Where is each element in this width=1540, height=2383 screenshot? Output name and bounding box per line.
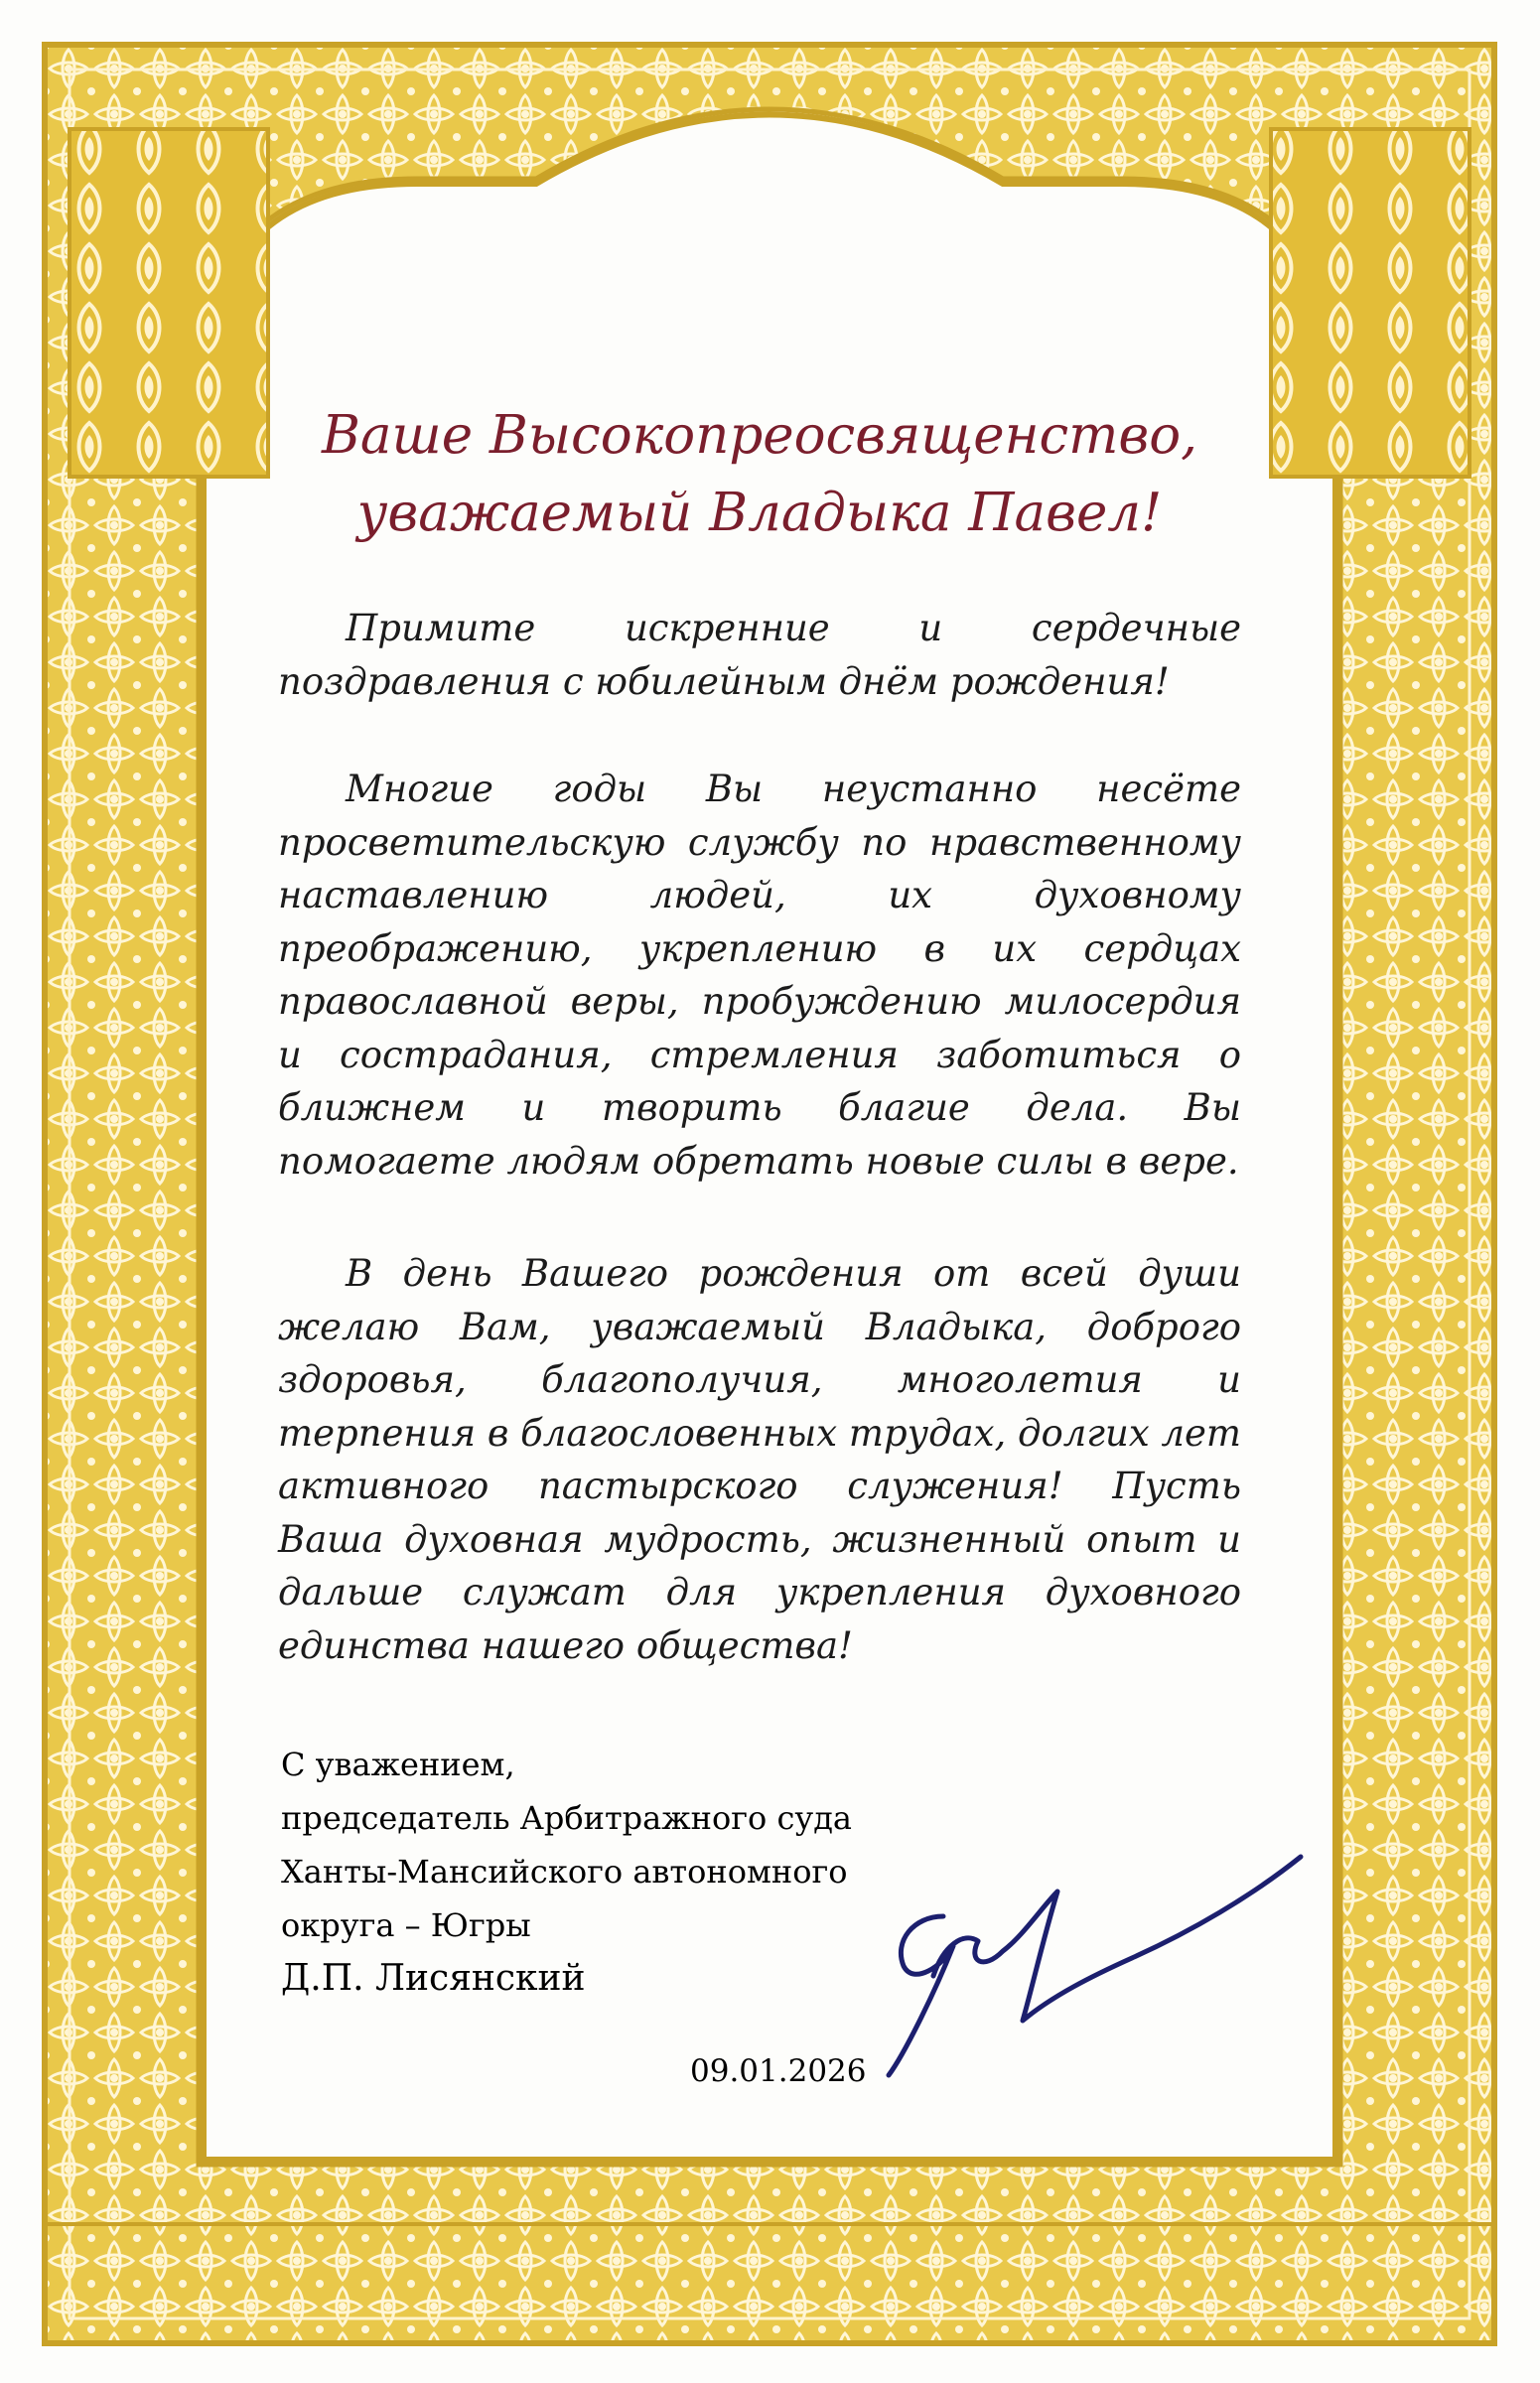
closing-title-line-2: Ханты-Мансийского автономного (281, 1853, 848, 1891)
paragraph-wishes: В день Вашего рождения от всей души желаю Вам, уважаемый Владыка, доброго здоровья, благополучия, многолетия и терпения в благословенных трудах, долгих лет активного пастырского служения! Пусть Ваша духовная мудрость, жизненный опыт и дальше служат для укрепления духовного единства нашего общества! (278, 1252, 1241, 1667)
letter-body (278, 397, 1241, 1672)
paragraph-congratulations: Примите искренние и сердечные поздравления с юбилейным днём рождения! (278, 607, 1241, 703)
closing-title-line-1: председатель Арбитражного суда (281, 1799, 852, 1837)
letter-date: 09.01.2026 (690, 2053, 867, 2089)
closing-title-line-3: округа – Югры (281, 1906, 531, 1944)
signatory-name: Д.П. Лисянский (281, 1958, 586, 1999)
handwritten-signature-icon (874, 1847, 1311, 2085)
closing-regards: С уважением, (281, 1746, 515, 1783)
salutation (278, 397, 1241, 552)
paragraph-service: Многие годы Вы неустанно несёте просветительскую службу по нравственному наставлению людей, их духовному преображению, укреплению в их сердцах православной веры, пробуждению милосердия и сострадания, стремления заботиться о ближнем и творить благие дела. Вы помогаете людям обретать новые силы в вере. (278, 768, 1241, 1183)
salutation-line-1: Ваше Высокопреосвященство, (321, 405, 1198, 466)
closing-block (281, 1738, 852, 2006)
salutation-line-2: уважаемый Владыка Павел! (356, 483, 1163, 543)
